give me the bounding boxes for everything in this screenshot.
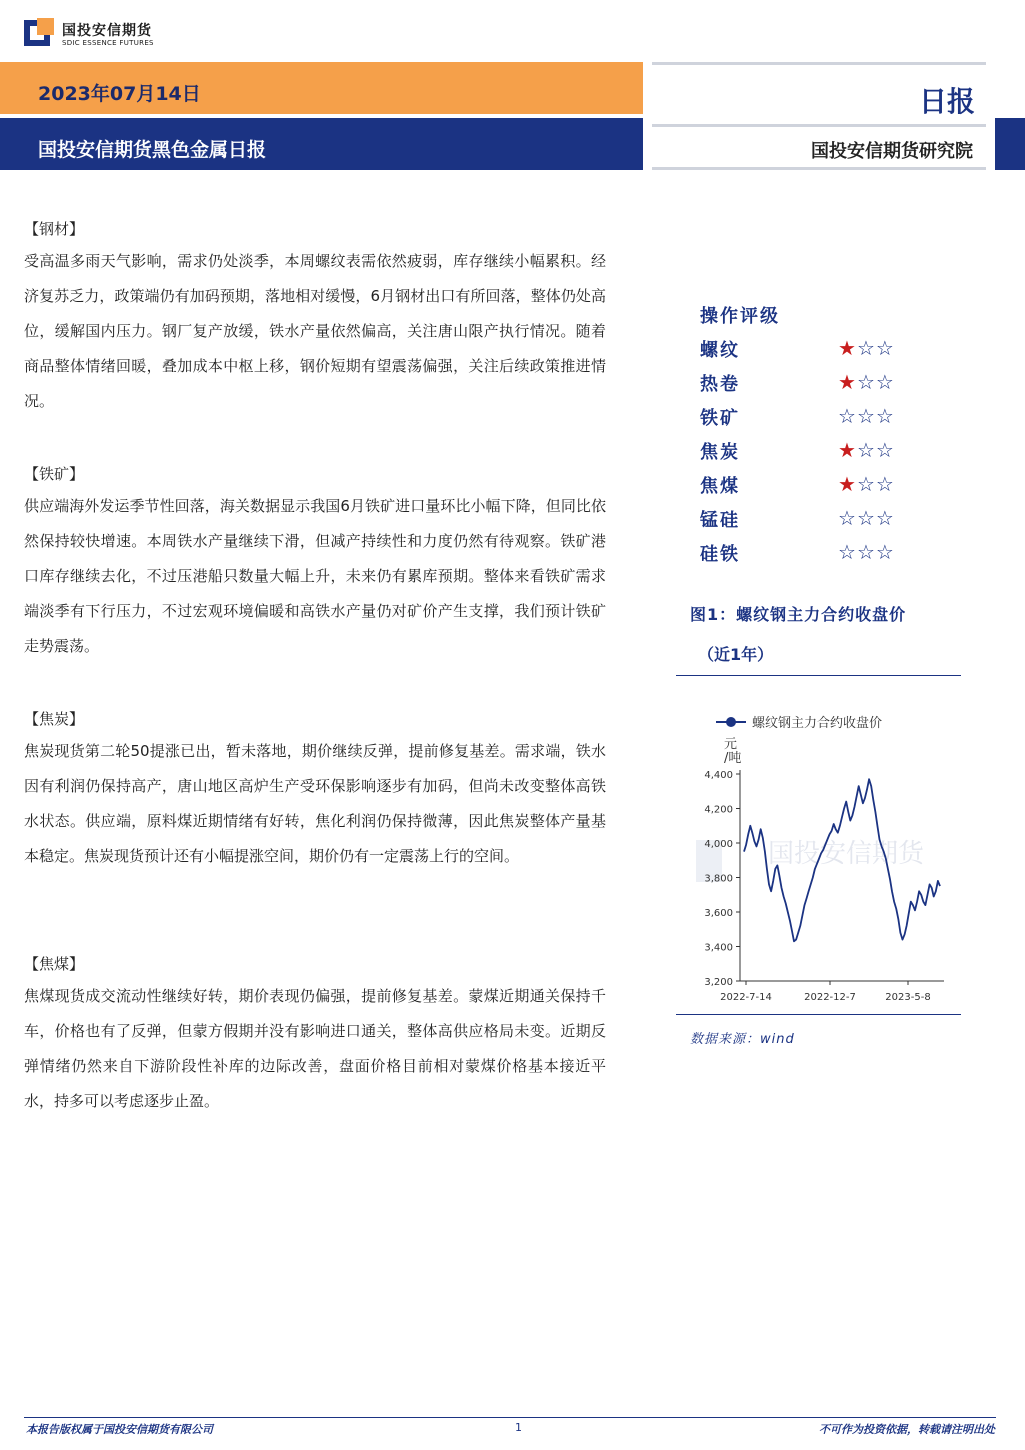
- header-divider: [652, 167, 986, 170]
- empty-star-icon: ☆: [856, 336, 876, 360]
- empty-star-icon: ☆: [875, 404, 895, 428]
- rating-stars: [838, 472, 895, 496]
- logo-mark-icon: [24, 18, 54, 48]
- y-tick-label: 3,400: [704, 942, 733, 954]
- empty-star-icon: ☆: [856, 506, 876, 530]
- empty-star-icon: ☆: [838, 506, 857, 530]
- y-unit-label: /吨: [724, 751, 742, 766]
- rating-row: [700, 506, 920, 534]
- report-date: 2023年07月14日: [38, 83, 201, 105]
- figure-top-rule: [676, 675, 961, 676]
- rating-stars: [838, 506, 895, 530]
- empty-star-icon: ☆: [856, 438, 876, 462]
- empty-star-icon: ☆: [856, 370, 876, 394]
- rating-name: 螺纹: [700, 340, 740, 361]
- x-tick-label: 2022-7-14: [720, 992, 772, 1003]
- report-title: 国投安信期货黑色金属日报: [38, 139, 267, 161]
- institute-name: 国投安信期货研究院: [811, 141, 973, 162]
- legend-label: 螺纹钢主力合约收盘价: [752, 716, 883, 731]
- header-divider: [652, 62, 986, 65]
- rating-row: [700, 404, 920, 432]
- empty-star-icon: ☆: [838, 404, 857, 428]
- page-number: 1: [515, 1421, 522, 1434]
- filled-star-icon: ★: [838, 438, 857, 462]
- empty-star-icon: ☆: [856, 540, 876, 564]
- rating-name: 焦煤: [700, 476, 740, 497]
- company-logo: [24, 18, 164, 52]
- rating-stars: [838, 540, 895, 564]
- header-divider: [652, 124, 986, 127]
- y-tick-label: 4,400: [704, 770, 733, 781]
- section-heading-iron-ore: 【铁矿】: [24, 465, 85, 483]
- figure-title: 图1：螺纹钢主力合约收盘价: [690, 605, 907, 624]
- footer-disclaimer: 不可作为投资依据，转载请注明出处: [819, 1423, 995, 1436]
- empty-star-icon: ☆: [856, 472, 876, 496]
- rating-stars: [838, 404, 895, 428]
- empty-star-icon: ☆: [875, 540, 895, 564]
- empty-star-icon: ☆: [838, 540, 857, 564]
- rating-name: 热卷: [700, 374, 740, 395]
- data-source: 数据来源：wind: [690, 1032, 795, 1047]
- figure-bottom-rule: [676, 1014, 961, 1015]
- empty-star-icon: ☆: [875, 438, 895, 462]
- y-unit-label: 元: [724, 737, 738, 752]
- empty-star-icon: ☆: [875, 370, 895, 394]
- logo-text: 国投安信期货: [62, 23, 152, 39]
- rating-row: [700, 540, 920, 568]
- y-tick-label: 4,000: [704, 839, 733, 850]
- rating-row: [700, 336, 920, 364]
- rating-name: 锰硅: [700, 510, 740, 531]
- section-heading-coke: 【焦炭】: [24, 710, 85, 728]
- section-heading-coking-coal: 【焦煤】: [24, 955, 85, 973]
- empty-star-icon: ☆: [875, 506, 895, 530]
- figure-subtitle: （近1年）: [698, 645, 774, 664]
- filled-star-icon: ★: [838, 472, 857, 496]
- rating-row: [700, 370, 920, 398]
- rating-row: [700, 438, 920, 466]
- x-tick-label: 2023-5-8: [885, 992, 931, 1003]
- rating-row: [700, 472, 920, 500]
- legend-marker: [726, 717, 736, 727]
- empty-star-icon: ☆: [875, 336, 895, 360]
- report-type-label: 日报: [918, 85, 975, 118]
- section-heading-steel: 【钢材】: [24, 220, 85, 238]
- rating-title: 操作评级: [700, 306, 780, 327]
- y-tick-label: 4,200: [704, 804, 733, 816]
- rating-stars: [838, 370, 895, 394]
- filled-star-icon: ★: [838, 370, 857, 394]
- section-text-coke: 焦炭现货第二轮50提涨已出，暂未落地，期价继续反弹，提前修复基差。需求端，铁水因有利润仍保持高产，唐山地区高炉生产受环保影响逐步有加码，但尚未改变整体高铁水状态。供应端，原料煤近期情绪有好转，焦化利润仍保持微薄，因此焦炭整体产量基本稳定。焦炭现货预计还有小幅提涨空间，期价仍有一定震荡上行的空间。: [24, 742, 606, 865]
- rating-name: 硅铁: [700, 544, 740, 565]
- empty-star-icon: ☆: [856, 404, 876, 428]
- header-accent: [995, 118, 1025, 170]
- rating-stars: [838, 438, 895, 462]
- rebar-price-chart: [676, 700, 961, 1015]
- section-text-iron-ore: 供应端海外发运季节性回落，海关数据显示我国6月铁矿进口量环比小幅下降，但同比依然保持较快增速。本周铁水产量继续下滑，但减产持续性和力度仍然有待观察。铁矿港口库存继续去化，不过压港船只数量大幅上升，未来仍有累库预期。整体来看铁矿需求端淡季有下行压力，不过宏观环境偏暖和高铁水产量仍对矿价产生支撑，我们预计铁矿走势震荡。: [24, 497, 606, 655]
- y-tick-label: 3,200: [704, 977, 733, 988]
- footer-rule: [24, 1417, 996, 1418]
- x-tick-label: 2022-12-7: [804, 992, 856, 1003]
- watermark-text: 国投安信期货: [768, 839, 925, 869]
- rating-stars: [838, 336, 895, 360]
- rating-name: 焦炭: [700, 442, 740, 463]
- rating-name: 铁矿: [700, 408, 740, 429]
- y-tick-label: 3,800: [704, 873, 733, 885]
- empty-star-icon: ☆: [875, 472, 895, 496]
- y-tick-label: 3,600: [704, 908, 733, 919]
- footer-copyright: 本报告版权属于国投安信期货有限公司: [26, 1423, 213, 1436]
- section-text-coking-coal: 焦煤现货成交流动性继续好转，期价表现仍偏强，提前修复基差。蒙煤近期通关保持千车，价格也有了反弹，但蒙方假期并没有影响进口通关，整体高供应格局未变。近期反弹情绪仍然来自下游阶段性补库的边际改善，盘面价格目前相对蒙煤价格基本接近平水，持多可以考虑逐步止盈。: [24, 987, 606, 1110]
- section-text-steel: 受高温多雨天气影响，需求仍处淡季，本周螺纹表需依然疲弱，库存继续小幅累积。经济复苏乏力，政策端仍有加码预期，落地相对缓慢，6月钢材出口有所回落，整体仍处高位，缓解国内压力。钢厂复产放缓，铁水产量依然偏高，关注唐山限产执行情况。随着商品整体情绪回暖，叠加成本中枢上移，钢价短期有望震荡偏强，关注后续政策推进情况。: [24, 252, 606, 410]
- logo-english-text: SDIC ESSENCE FUTURES: [62, 39, 154, 47]
- filled-star-icon: ★: [838, 336, 857, 360]
